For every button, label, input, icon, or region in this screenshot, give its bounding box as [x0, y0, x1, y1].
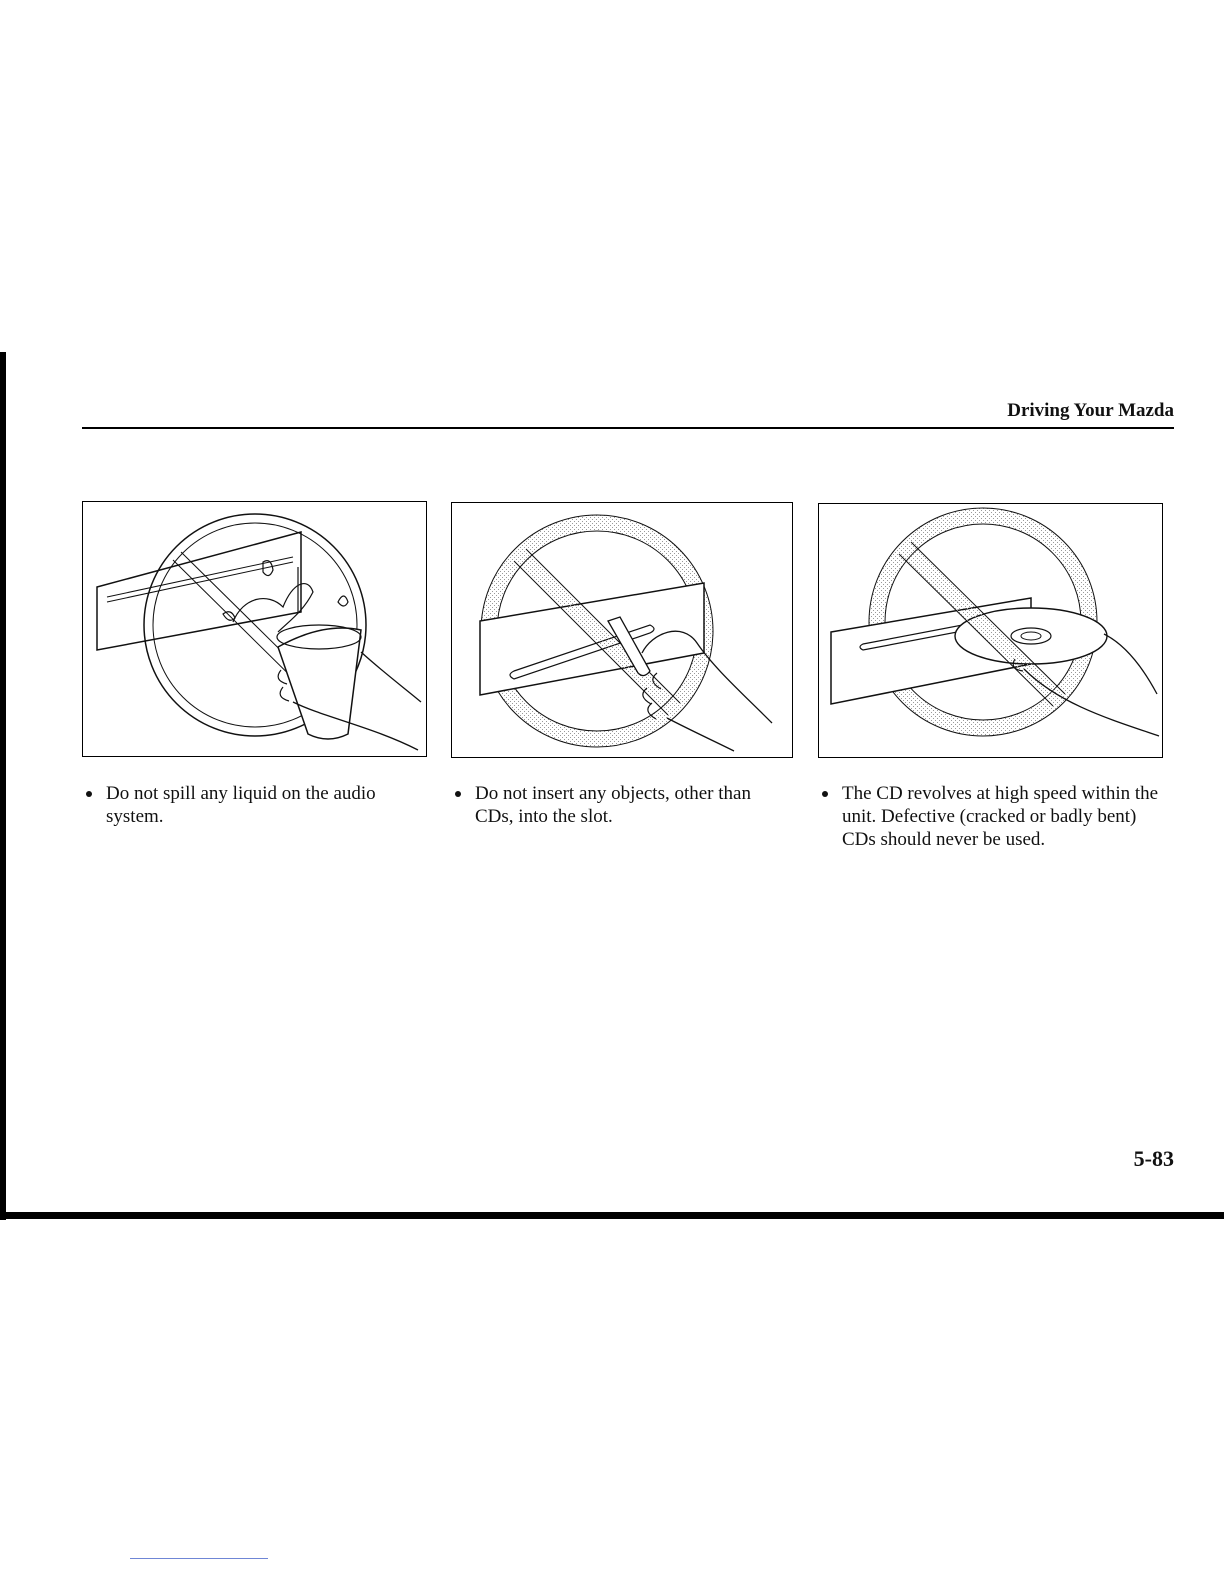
caption-1-text: Do not spill any liquid on the audio system.	[106, 783, 376, 827]
page-number: 5-83	[1133, 1146, 1174, 1171]
caption-2	[451, 782, 793, 828]
bullet-icon	[822, 791, 828, 797]
illustration-panel-1	[82, 501, 427, 757]
illustration-panel-2	[451, 502, 793, 758]
caption-1	[82, 782, 427, 828]
bottom-edge-bar	[0, 1212, 1224, 1219]
bullet-icon	[86, 791, 92, 797]
caption-3-text: The CD revolves at high speed within the unit. Defective (cracked or badly bent) CDs should never be used.	[842, 783, 1159, 850]
illustration-panel-3	[818, 503, 1163, 758]
caption-2-text: Do not insert any objects, other than CDs, into the slot.	[475, 783, 751, 827]
no-defective-cd-icon	[819, 504, 1162, 757]
section-title: Driving Your Mazda	[1007, 400, 1174, 421]
caption-3	[818, 782, 1168, 851]
left-edge-bar	[0, 352, 6, 1220]
no-liquid-spill-icon	[83, 502, 426, 756]
bullet-icon	[455, 791, 461, 797]
no-foreign-object-icon	[452, 503, 792, 757]
scan-artifact-line	[130, 1558, 268, 1559]
header-rule	[82, 427, 1174, 429]
